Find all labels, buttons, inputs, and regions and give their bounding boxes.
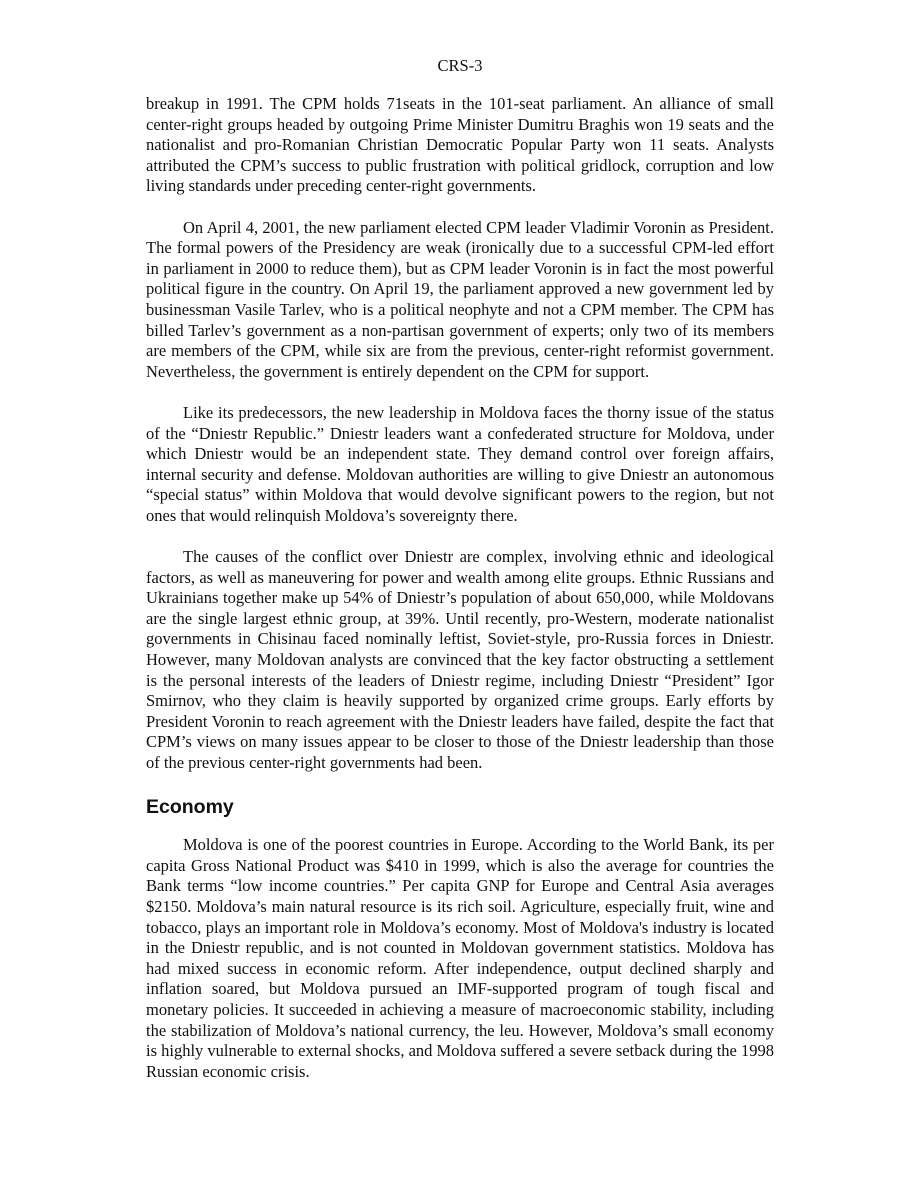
document-body xyxy=(146,94,774,1103)
section-heading-economy: Economy xyxy=(146,796,234,819)
page-number-header: CRS-3 xyxy=(437,56,483,75)
paragraph-new-government: On April 4, 2001, the new parliament elected CPM leader Vladimir Voronin as President. The formal powers of the Presidency are weak (ironically due to a successful CPM-led effort in parliament in 2000 to reduce them), but as CPM leader Voronin is in fact the most powerful political figure in the country. On April 19, the parliament approved a new government led by businessman Vasile Tarlev, who is a political neophyte and not a CPM member. The CPM has billed Tarlev’s government as a non-partisan government of experts; only two of its members are members of the CPM, while six are from the previous, center-right reformist government. Nevertheless, the government is entirely dependent on the CPM for support. xyxy=(146,217,774,381)
paragraph-dniestr-status: Like its predecessors, the new leadership in Moldova faces the thorny issue of the status of the “Dniestr Republic.” Dniestr leaders want a confederated structure for Moldova, under which Dniestr would be an independent state. They demand control over foreign affairs, internal security and defense. Moldovan authorities are willing to give Dniestr an autonomous “special status” within Moldova that would devolve significant powers to the region, but not ones that would relinquish Moldova’s sovereignty there. xyxy=(146,402,774,525)
paragraph-election-results: breakup in 1991. The CPM holds 71seats in the 101-seat parliament. An alliance of small center-right groups headed by outgoing Prime Minister Dumitru Braghis won 19 seats and the nationalist and pro-Romanian Christian Democratic Popular Party won 11 seats. Analysts attributed the CPM’s success to public frustration with political gridlock, corruption and low living standards under preceding center-right governments. xyxy=(146,94,774,196)
paragraph-dniestr-conflict: The causes of the conflict over Dniestr are complex, involving ethnic and ideological factors, as well as maneuvering for power and wealth among elite groups. Ethnic Russians and Ukrainians together make up 54% of Dniestr’s population of about 650,000, while Moldovans are the single largest ethnic group, at 39%. Until recently, pro-Western, moderate nationalist governments in Chisinau faced nominally leftist, Soviet-style, pro-Russia forces in Dniestr. However, many Moldovan analysts are convinced that the key factor obstructing a settlement is the personal interests of the leaders of Dniestr regime, including Dniestr “President” Igor Smirnov, who they claim is heavily supported by organized crime groups. Early efforts by President Voronin to reach agreement with the Dniestr leaders have failed, despite the fact that CPM’s views on many issues appear to be closer to those of the Dniestr leadership than those of the previous center-right governments had been. xyxy=(146,547,774,772)
paragraph-economy: Moldova is one of the poorest countries in Europe. According to the World Bank, its per capita Gross National Product was $410 in 1999, which is also the average for countries the Bank terms “low income countries.” Per capita GNP for Europe and Central Asia averages $2150. Moldova’s main natural resource is its rich soil. Agriculture, especially fruit, wine and tobacco, plays an important role in Moldova’s economy. Most of Moldova's industry is located in the Dniestr republic, and is not counted in Moldovan government statistics. Moldova has had mixed success in economic reform. After independence, output declined sharply and inflation soared, but Moldova pursued an IMF-supported program of tough fiscal and monetary policies. It succeeded in achieving a measure of macroeconomic stability, including the stabilization of Moldova’s national currency, the leu. However, Moldova’s small economy is highly vulnerable to external shocks, and Moldova suffered a severe setback during the 1998 Russian economic crisis. xyxy=(146,835,774,1081)
